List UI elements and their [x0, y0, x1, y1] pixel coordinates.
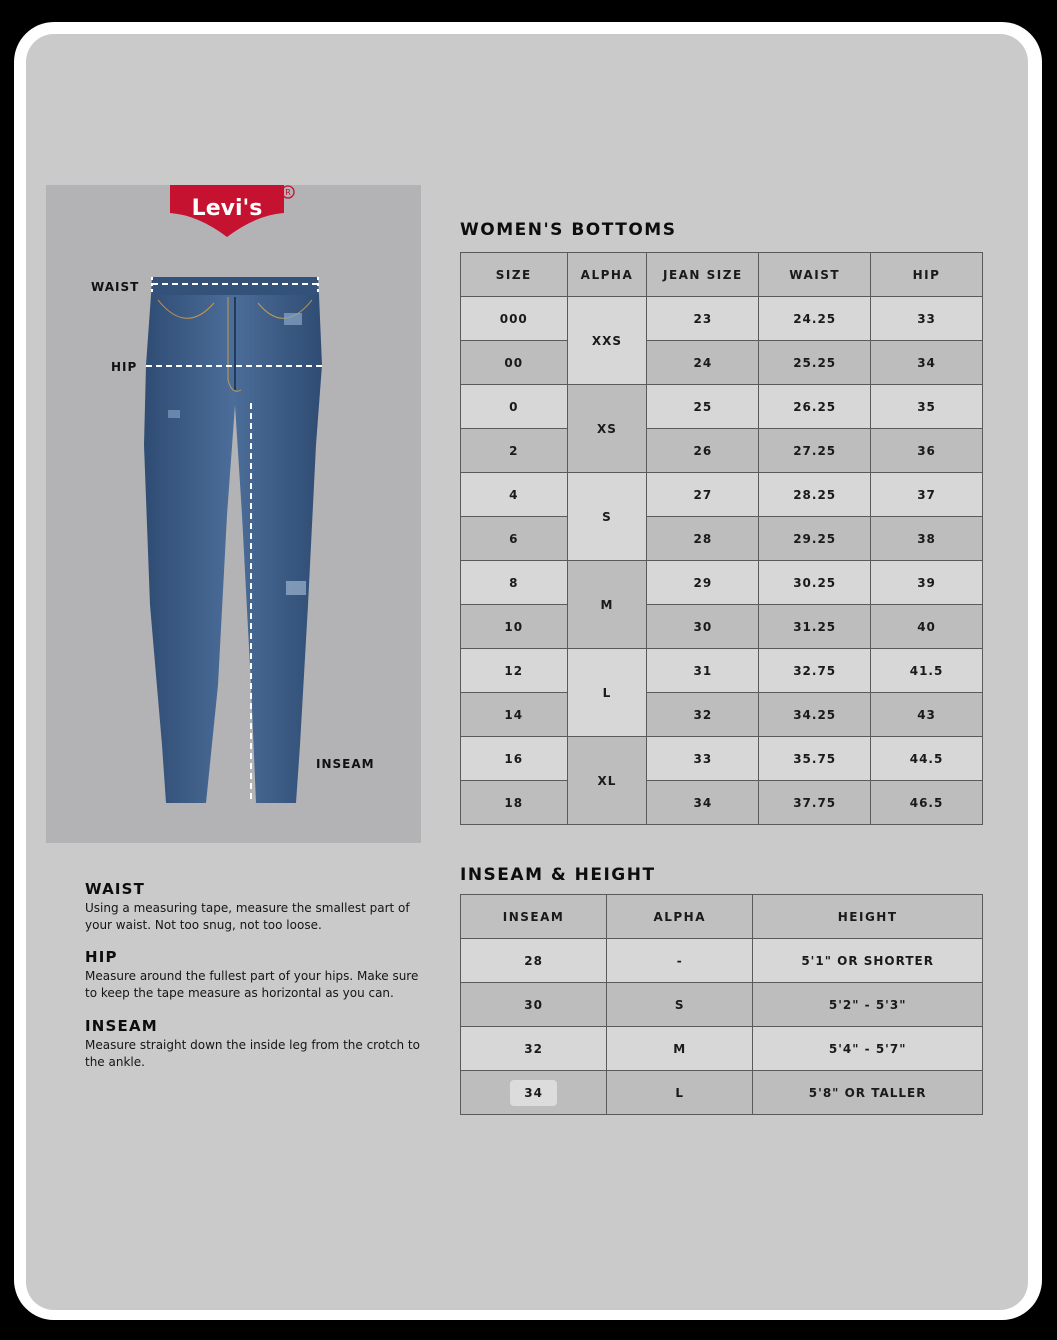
size-cell: 00 [461, 341, 568, 385]
inseam-cell: 30 [461, 983, 607, 1027]
jean-size-cell: 26 [647, 429, 759, 473]
inseam-value: 34 [510, 1080, 557, 1106]
hip-cell: 43 [871, 693, 983, 737]
table-row [461, 781, 983, 825]
waist-cell: 32.75 [759, 649, 871, 693]
womens-bottoms-table [460, 252, 983, 825]
table-row [461, 385, 983, 429]
table-row [461, 473, 983, 517]
jean-size-cell: 30 [647, 605, 759, 649]
hip-cell: 39 [871, 561, 983, 605]
alpha-cell: XS [567, 385, 647, 473]
alpha-cell: L [607, 1071, 753, 1115]
table-row [461, 693, 983, 737]
hip-cell: 41.5 [871, 649, 983, 693]
waist-cell: 28.25 [759, 473, 871, 517]
waist-cell: 30.25 [759, 561, 871, 605]
waist-cell: 29.25 [759, 517, 871, 561]
table-row [461, 561, 983, 605]
size-cell: 14 [461, 693, 568, 737]
hip-instruction-text: Measure around the fullest part of your hips. Make sure to keep the tape measure as horizontal as you can. [85, 969, 419, 1000]
inseam-cell: 28 [461, 939, 607, 983]
table-row [461, 737, 983, 781]
jean-size-cell: 24 [647, 341, 759, 385]
jean-size-cell: 28 [647, 517, 759, 561]
table-row [461, 429, 983, 473]
header-hip: HIP [871, 253, 983, 297]
table-row [461, 1071, 983, 1115]
alpha-cell: XL [567, 737, 647, 825]
hip-cell: 33 [871, 297, 983, 341]
alpha-cell: M [607, 1027, 753, 1071]
inseam-label: INSEAM [316, 757, 375, 771]
table-row [461, 1027, 983, 1071]
jean-size-cell: 31 [647, 649, 759, 693]
waist-cell: 25.25 [759, 341, 871, 385]
table-row [461, 649, 983, 693]
height-cell: 5'2" - 5'3" [753, 983, 983, 1027]
alpha-cell: S [607, 983, 753, 1027]
jean-size-cell: 29 [647, 561, 759, 605]
header-alpha: ALPHA [567, 253, 647, 297]
table-row [461, 517, 983, 561]
header-height: HEIGHT [753, 895, 983, 939]
alpha-cell: - [607, 939, 753, 983]
size-cell: 4 [461, 473, 568, 517]
hip-cell: 44.5 [871, 737, 983, 781]
inseam-instruction-title: INSEAM [85, 1017, 158, 1035]
hip-cell: 46.5 [871, 781, 983, 825]
table-row [461, 341, 983, 385]
size-cell: 18 [461, 781, 568, 825]
levis-logo [170, 185, 296, 237]
hip-label: HIP [111, 360, 138, 374]
svg-text:R: R [285, 188, 291, 197]
waist-cell: 24.25 [759, 297, 871, 341]
inseam-height-table [460, 894, 983, 1115]
alpha-cell: M [567, 561, 647, 649]
size-cell: 2 [461, 429, 568, 473]
size-cell: 0 [461, 385, 568, 429]
waist-cell: 35.75 [759, 737, 871, 781]
jean-size-cell: 23 [647, 297, 759, 341]
hip-cell: 36 [871, 429, 983, 473]
womens-bottoms-title: WOMEN'S BOTTOMS [460, 220, 677, 240]
jean-size-cell: 27 [647, 473, 759, 517]
alpha-cell: S [567, 473, 647, 561]
size-cell: 6 [461, 517, 568, 561]
jean-size-cell: 32 [647, 693, 759, 737]
table-header-row [461, 895, 983, 939]
inseam-instruction-text: Measure straight down the inside leg from the crotch to the ankle. [85, 1038, 420, 1069]
height-cell: 5'1" OR SHORTER [753, 939, 983, 983]
jean-size-cell: 34 [647, 781, 759, 825]
jean-size-cell: 25 [647, 385, 759, 429]
alpha-cell: L [567, 649, 647, 737]
hip-instruction-title: HIP [85, 948, 118, 966]
header-alpha: ALPHA [607, 895, 753, 939]
waist-instruction-title: WAIST [85, 880, 146, 898]
size-cell: 8 [461, 561, 568, 605]
height-cell: 5'8" OR TALLER [753, 1071, 983, 1115]
table-row [461, 605, 983, 649]
table-row [461, 983, 983, 1027]
size-cell: 12 [461, 649, 568, 693]
table-row [461, 939, 983, 983]
hip-cell: 37 [871, 473, 983, 517]
height-cell: 5'4" - 5'7" [753, 1027, 983, 1071]
waist-instruction-text: Using a measuring tape, measure the smallest part of your waist. Not too snug, not too loose. [85, 901, 410, 932]
hip-cell: 38 [871, 517, 983, 561]
table-header-row [461, 253, 983, 297]
waist-cell: 27.25 [759, 429, 871, 473]
waist-cell: 34.25 [759, 693, 871, 737]
alpha-cell: XXS [567, 297, 647, 385]
waist-label: WAIST [91, 280, 140, 294]
size-cell: 10 [461, 605, 568, 649]
header-inseam: INSEAM [461, 895, 607, 939]
jean-size-cell: 33 [647, 737, 759, 781]
hip-cell: 40 [871, 605, 983, 649]
size-cell: 000 [461, 297, 568, 341]
waist-cell: 37.75 [759, 781, 871, 825]
inseam-cell [461, 1071, 607, 1115]
waist-cell: 31.25 [759, 605, 871, 649]
waist-cell: 26.25 [759, 385, 871, 429]
size-cell: 16 [461, 737, 568, 781]
header-size: SIZE [461, 253, 568, 297]
header-waist: WAIST [759, 253, 871, 297]
table-row [461, 297, 983, 341]
inseam-cell: 32 [461, 1027, 607, 1071]
header-jean-size: JEAN SIZE [647, 253, 759, 297]
hip-cell: 35 [871, 385, 983, 429]
svg-text:Levi's: Levi's [191, 196, 263, 221]
hip-cell: 34 [871, 341, 983, 385]
inseam-height-title: INSEAM & HEIGHT [460, 865, 656, 885]
